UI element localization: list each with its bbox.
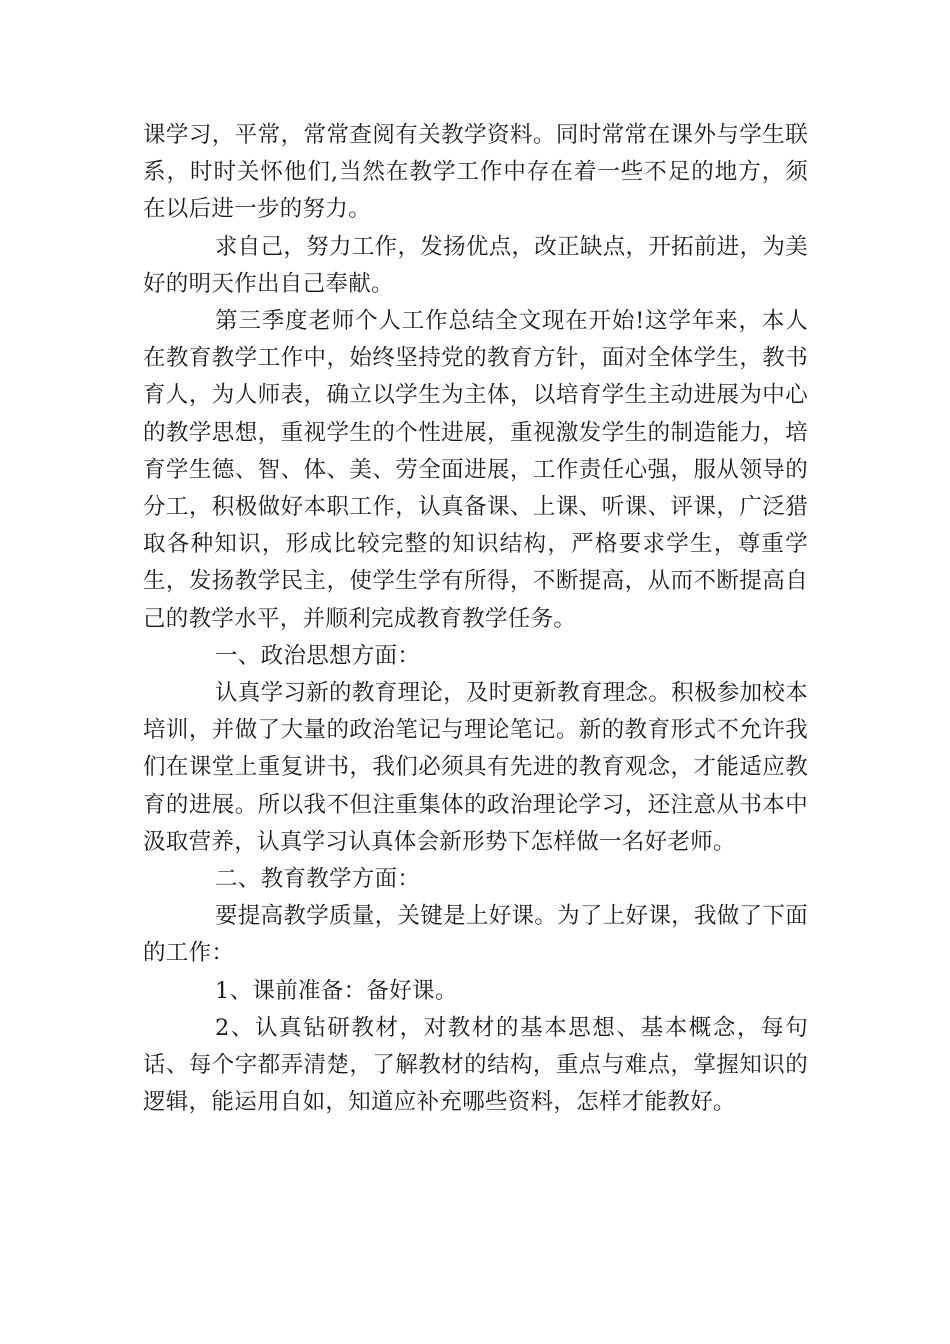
paragraph-summary-intro: 第三季度老师个人工作总结全文现在开始!这学年来，本人在教育教学工作中，始终坚持党的教育方针，面对全体学生，教书育人，为人师表，确立以学生为主体，以培育学生主动进展为中心的教学思想，重视学生的个性进展，重视激发学生的制造能力，培育学生德、智、体、美、劳全面进展，工作责任心强，服从领导的分工，积极做好本职工作，认真备课、上课、听课、评课，广泛猎取各种知识，形成比较完整的知识结构，严格要求学生，尊重学生，发扬教学民主，使学生学有所得，不断提高，从而不断提高自己的教学水平，并顺利完成教育教学任务。 xyxy=(143,308,808,632)
paragraph-continuation: 课学习，平常，常常查阅有关教学资料。同时常常在课外与学生联系，时时关怀他们,当然在教学工作中存在着一些不足的地方，须在以后进一步的努力。 xyxy=(143,122,808,223)
list-item-2: 2、认真钻研教材，对教材的基本思想、基本概念，每句话、每个字都弄清楚，了解教材的结构，重点与难点，掌握知识的逻辑，能运用自如，知道应补充哪些资料，怎样才能教好。 xyxy=(143,1014,808,1116)
paragraph-politics: 认真学习新的教育理论，及时更新教育理念。积极参加校本培训，并做了大量的政治笔记与理论笔记。新的教育形式不允许我们在课堂上重复讲书，我们必须具有先进的教育观念，才能适应教育的进展。所以我不但注重集体的政治理论学习，还注意从书本中汲取营养，认真学习认真体会新形势下怎样做一名好老师。 xyxy=(143,680,808,855)
paragraph-teaching: 要提高教学质量，关键是上好课。为了上好课，我做了下面的工作： xyxy=(143,903,808,967)
list-item-1: 1、课前准备：备好课。 xyxy=(215,977,458,1004)
paragraph-closing: 求自己，努力工作，发扬优点，改正缺点，开拓前进，为美好的明天作出自己奉献。 xyxy=(143,233,808,297)
section-heading-teaching: 二、教育教学方面： xyxy=(215,866,421,893)
document-body xyxy=(143,117,808,1121)
section-heading-politics: 一、政治思想方面： xyxy=(215,642,421,669)
